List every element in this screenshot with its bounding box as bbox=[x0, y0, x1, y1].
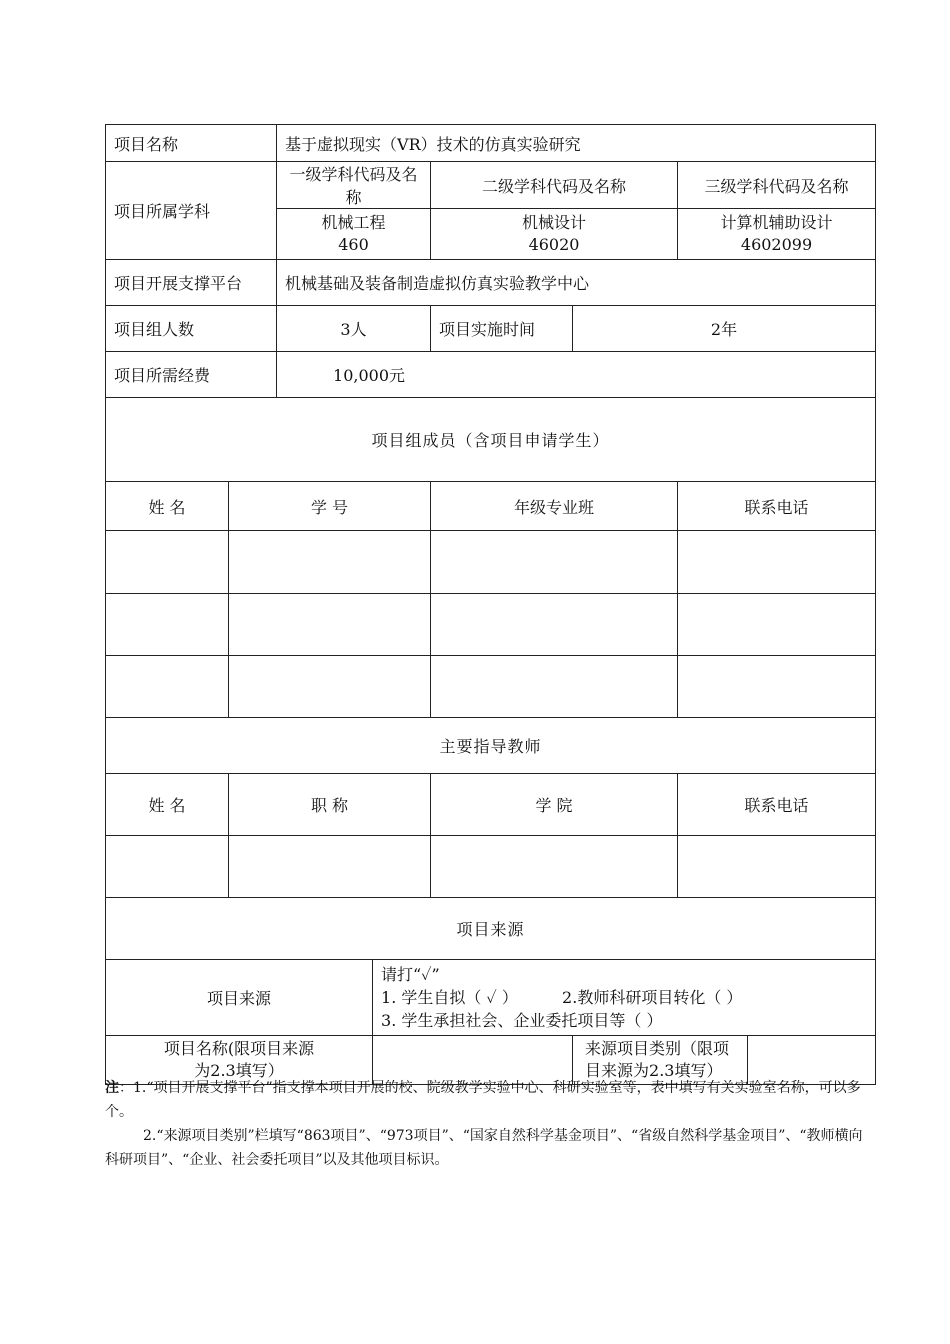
level3-cell[interactable] bbox=[678, 209, 876, 260]
level1-header: 一级学科代码及名称 bbox=[277, 162, 431, 209]
member-class-header: 年级专业班 bbox=[431, 482, 678, 531]
platform-value[interactable]: 机械基础及装备制造虚拟仿真实验教学中心 bbox=[277, 260, 876, 306]
funding-value[interactable]: 10,000元 bbox=[277, 352, 876, 398]
level1-cell[interactable] bbox=[277, 209, 431, 260]
advisor-name-cell[interactable] bbox=[106, 836, 229, 898]
advisor-name-header: 姓 名 bbox=[106, 774, 229, 836]
duration-label: 项目实施时间 bbox=[431, 306, 573, 352]
members-section-title: 项目组成员（含项目申请学生） bbox=[106, 398, 876, 482]
member-name-cell[interactable] bbox=[106, 656, 229, 718]
advisor-title-cell[interactable] bbox=[229, 836, 431, 898]
member-class-cell[interactable] bbox=[431, 531, 678, 594]
level2-code: 46020 bbox=[528, 235, 580, 254]
funding-row bbox=[106, 352, 876, 398]
discipline-header-row bbox=[106, 162, 876, 209]
source-row bbox=[106, 960, 876, 1036]
category-label-line2: 目来源为2.3填写） bbox=[585, 1061, 723, 1080]
source-options bbox=[373, 960, 876, 1036]
source-option-3[interactable]: 3. 学生承担社会、企业委托项目等（ ） bbox=[381, 1011, 663, 1030]
level3-code: 4602099 bbox=[740, 235, 813, 254]
advisor-row bbox=[106, 836, 876, 898]
member-row bbox=[106, 656, 876, 718]
member-id-cell[interactable] bbox=[229, 656, 431, 718]
project-name-row bbox=[106, 125, 876, 162]
member-phone-header: 联系电话 bbox=[678, 482, 876, 531]
source-section-title: 项目来源 bbox=[106, 898, 876, 960]
project-name-value[interactable]: 基于虚拟现实（VR）技术的仿真实验研究 bbox=[277, 125, 876, 162]
member-name-cell[interactable] bbox=[106, 531, 229, 594]
level2-name: 机械设计 bbox=[522, 213, 587, 232]
member-phone-cell[interactable] bbox=[678, 531, 876, 594]
level2-header: 二级学科代码及名称 bbox=[431, 162, 678, 209]
members-header-row bbox=[106, 482, 876, 531]
discipline-label: 项目所属学科 bbox=[106, 162, 277, 260]
level1-code: 460 bbox=[338, 235, 369, 254]
level1-name: 机械工程 bbox=[321, 213, 386, 232]
duration-value[interactable]: 2年 bbox=[573, 306, 876, 352]
level3-name: 计算机辅助设计 bbox=[720, 213, 833, 232]
member-row bbox=[106, 531, 876, 594]
member-id-cell[interactable] bbox=[229, 531, 431, 594]
notes bbox=[105, 1076, 875, 1172]
advisors-header-row bbox=[106, 774, 876, 836]
member-phone-cell[interactable] bbox=[678, 656, 876, 718]
advisor-title-header: 职 称 bbox=[229, 774, 431, 836]
note-prefix: 注 bbox=[105, 1080, 119, 1096]
funding-label: 项目所需经费 bbox=[106, 352, 277, 398]
member-name-cell[interactable] bbox=[106, 594, 229, 656]
members-count-value[interactable]: 3人 bbox=[277, 306, 431, 352]
source-option-1[interactable]: 1. 学生自拟（ ✓ ） bbox=[381, 988, 518, 1007]
advisors-title-row bbox=[106, 718, 876, 774]
member-row bbox=[106, 594, 876, 656]
category-label-line1: 来源项目类别（限项 bbox=[585, 1039, 730, 1058]
member-id-header: 学 号 bbox=[229, 482, 431, 531]
members-count-label: 项目组人数 bbox=[106, 306, 277, 352]
source-title-row bbox=[106, 898, 876, 960]
level3-header: 三级学科代码及名称 bbox=[678, 162, 876, 209]
note-2: 2.“来源项目类别”栏填写“863项目”、“973项目”、“国家自然科学基金项目”、“省级自然科学基金项目”、“教师横向科研项目”、“企业、社会委托项目”以及其他项目标识。 bbox=[105, 1128, 863, 1168]
source-option-2[interactable]: 2.教师科研项目转化（ ） bbox=[562, 988, 743, 1007]
platform-row bbox=[106, 260, 876, 306]
members-duration-row bbox=[106, 306, 876, 352]
member-name-header: 姓 名 bbox=[106, 482, 229, 531]
source-instruction: 请打“✓” bbox=[381, 965, 440, 984]
level2-cell[interactable] bbox=[431, 209, 678, 260]
platform-label: 项目开展支撑平台 bbox=[106, 260, 277, 306]
members-title-row bbox=[106, 398, 876, 482]
name-limit-line2: 为2.3填写） bbox=[194, 1061, 284, 1080]
project-name-label: 项目名称 bbox=[106, 125, 277, 162]
advisor-college-header: 学 院 bbox=[431, 774, 678, 836]
application-form-table bbox=[105, 124, 876, 1085]
member-class-cell[interactable] bbox=[431, 656, 678, 718]
advisor-college-cell[interactable] bbox=[431, 836, 678, 898]
source-options-line bbox=[381, 986, 867, 1009]
source-label: 项目来源 bbox=[106, 960, 373, 1036]
member-id-cell[interactable] bbox=[229, 594, 431, 656]
name-limit-line1: 项目名称(限项目来源 bbox=[163, 1039, 315, 1058]
member-class-cell[interactable] bbox=[431, 594, 678, 656]
advisors-section-title: 主要指导教师 bbox=[106, 718, 876, 774]
advisor-phone-header: 联系电话 bbox=[678, 774, 876, 836]
member-phone-cell[interactable] bbox=[678, 594, 876, 656]
note-1-text: ：1.“项目开展支撑平台”指支撑本项目开展的校、院级教学实验中心、科研实验室等，表中填写有关实验室名称，可以多个。 bbox=[105, 1080, 861, 1120]
advisor-phone-cell[interactable] bbox=[678, 836, 876, 898]
note-1 bbox=[105, 1076, 875, 1124]
